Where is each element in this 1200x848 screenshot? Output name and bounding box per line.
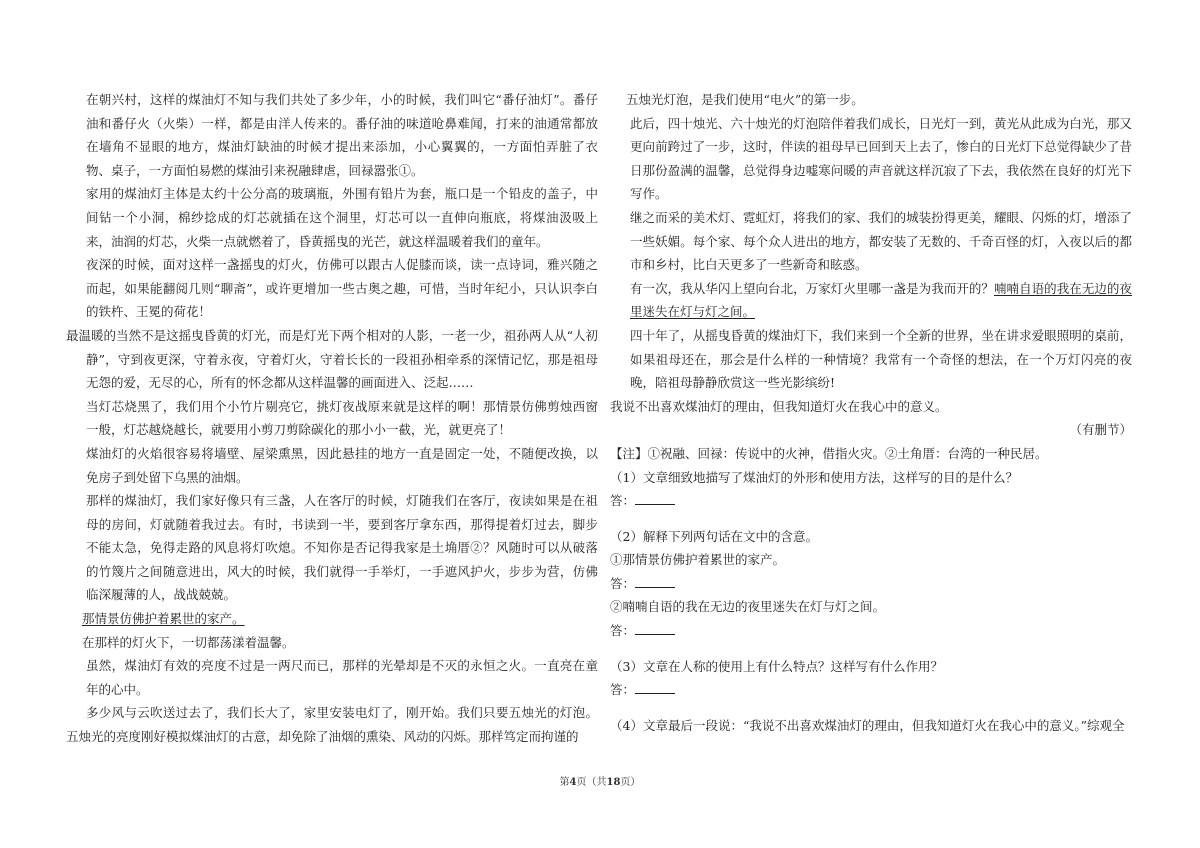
underlined-sentence [66, 607, 598, 631]
answer-blank[interactable] [635, 575, 675, 588]
footer-suffix: 页） [620, 777, 641, 788]
paragraph-text: 有一次，我从华闪上望向台北，万家灯火里哪一盏是为我而开的？ [630, 280, 994, 296]
paragraph: 在朝兴村，这样的煤油灯不知与我们共处了多少年，小的时候，我们叫它“番仔油灯”。番仔油和番仔火（火柴）一样，都是由洋人传来的。番仔油的味道呛鼻难闻，打来的油通常都放在墙角不显眼的地方，煤油灯缺油的时候才提出来添加，小心翼翼的，一方面怕弄脏了衣物、桌子，一方面怕易燃的煤油引来祝融肆虐，回禄嚣张①。 [86, 92, 598, 178]
answer-blank[interactable] [635, 622, 675, 635]
paragraph: 在那样的灯火下，一切都荡漾着温馨。 [82, 634, 295, 650]
paragraph: 四十年了，从摇曳昏黄的煤油灯下，我们来到一个全新的世界，坐在讲求爱眼照明的桌前，如果祖母还在，那会是什么样的一种情境？我常有一个奇怪的想法，在一个万灯闪亮的夜晚，陪祖母静静欣赏这一些光影缤纷! [630, 327, 1132, 391]
question-2: （2）解释下列两句话在文中的含意。 [610, 528, 818, 544]
paragraph: 虽然，煤油灯有效的亮度不过是一两尺而已，那样的光晕却是不灭的永恒之火。一直亮在童年的心中。 [86, 658, 598, 697]
spacer [610, 513, 1132, 525]
total-pages: 18 [606, 777, 621, 788]
paragraph: 家用的煤油灯主体是太约十公分高的玻璃瓶，外围有铅片为套，瓶口是一个铅皮的盖子，中间钻一个小洞，棉纱捻成的灯芯就插在这个洞里，灯芯可以一直伸向瓶底，将煤油汲吸上来，油润的灯芯，火柴一点就燃着了，昏黄摇曳的光芒，就这样温暖着我们的童年。 [86, 186, 598, 249]
paragraph: 五烛光灯泡，是我们使用“电火”的第一步。 [626, 92, 864, 107]
paragraph: 我说不出喜欢煤油灯的理由，但我知道灯火在我心中的意义。 [610, 398, 948, 414]
footnote: 【注】①祝融、回禄：传说中的火神，借指火灾。②土角厝：台湾的一种民居。 [610, 445, 1048, 461]
answer-label: 答： [610, 623, 636, 639]
page-footer [0, 773, 1200, 788]
sub-question: ②喃喃自语的我在无边的夜里迷失在灯与灯之间。 [610, 599, 886, 615]
sub-question: ①那情景仿佛护着累世的家产。 [610, 552, 786, 568]
question-3: （3）文章在人称的使用上有什么特点？这样写有什么作用？ [610, 658, 943, 674]
answer-label: 答： [610, 493, 636, 509]
paragraph: 煤油灯的火焰很容易将墙壁、屋梁熏黑，因此悬挂的地方一直是固定一处，不随便改换，以免房子到处留下乌黑的油烟。 [86, 445, 598, 485]
page-number: 4 [569, 777, 577, 788]
left-column [66, 88, 598, 749]
underlined-text: 那情景仿佛护着累世的家产。 [82, 611, 245, 627]
abridged-note: （有删节） [1069, 422, 1132, 438]
answer-line [610, 619, 1132, 643]
question-1: （1）文章细致地描写了煤油灯的外形和使用方法，这样写的目的是什么？ [610, 469, 1018, 485]
spacer [610, 643, 1132, 655]
right-column [610, 88, 1132, 737]
paragraph: 最温暖的当然不是这摇曳昏黄的灯光，而是灯光下两个相对的人影，一老一少，祖孙两人从“人初静”，守到夜更深，守着永夜，守着灯火，守着长长的一段祖孙相牵系的深情记忆，那是祖母无怨的爱，无尽的心，所有的怀念都从这样温馨的画面进入、泛起…… [66, 327, 598, 391]
paragraph: 多少风与云吹送过去了，我们长大了，家里安装电灯了，刚开始。我们只要五烛光的灯泡。五烛光的亮度刚好模拟煤油灯的古意，却免除了油烟的熏染、风动的闪烁。那样笃定而拘谨的 [66, 705, 598, 745]
underlined-text: 喃喃自语的我在无边的夜里迷失在灯与灯之间。 [630, 280, 1132, 320]
answer-line [610, 489, 1132, 513]
answer-label: 答： [610, 575, 636, 591]
paragraph: 那样的煤油灯，我们家好像只有三盏，人在客厅的时候，灯随我们在客厅，夜读如果是在祖母的房间，灯就随着我过去。有时，书读到一半，要到客厅拿东西，那得提着灯过去，脚步不能太急，免得走路的风息将灯吹熄。不知你是否记得我家是土埆厝②？风随时可以从破落的竹篾片之间随意进出，风大的时候，我们就得一手举灯，一手遮风护火，步步为营，仿佛临深履薄的人，战战兢兢。 [86, 493, 598, 603]
paragraph: 此后，四十烛光、六十烛光的灯泡陪伴着我们成长，日光灯一到，黄光从此成为白光，那又更向前跨过了一步，这时，伴读的祖母早已回到天上去了，惨白的日光灯下总觉得缺少了昔日那份盈满的温馨，总觉得身边嘘寒问暖的声音就这样沉寂了下去，我依然在良好的灯光下写作。 [630, 115, 1132, 202]
paragraph-with-underline [610, 277, 1132, 324]
footer-mid: 页（共 [576, 777, 607, 788]
footer-prefix: 第 [559, 777, 570, 788]
paragraph: 继之而采的美术灯、霓虹灯，将我们的家、我们的城装扮得更美，耀眼、闪烁的灯，增添了一些妖媚。每个家、每个众人进出的地方，都安装了无数的、千奇百怪的灯，入夜以后的都市和乡村，比白天更多了一些新奇和眩惑。 [630, 209, 1132, 273]
question-4: （4）文章最后一段说：“我说不出喜欢煤油灯的理由，但我知道灯火在我心中的意义。”综观全 [610, 717, 1125, 733]
answer-blank[interactable] [635, 681, 675, 694]
answer-line [610, 572, 1132, 596]
paragraph: 夜深的时候，面对这样一盏摇曳的灯火，仿佛可以跟古人促膝而谈，读一点诗词，雅兴随之而起，如果能翻阅几则“聊斋”，或许更增加一些古奥之趣，可惜，当时年纪小，只认识李白的铁杵、王冕的荷花！ [86, 257, 598, 320]
spacer [610, 702, 1132, 714]
answer-line [610, 678, 1132, 702]
answer-label: 答： [610, 682, 636, 698]
answer-blank[interactable] [635, 492, 675, 505]
paragraph: 当灯芯烧黑了，我们用个小竹片剔亮它，挑灯夜战原来就是这样的啊！那情景仿佛剪烛西窗一般，灯芯越烧越长，就要用小剪刀剪除碳化的那小小一截，光，就更亮了！ [86, 398, 598, 438]
